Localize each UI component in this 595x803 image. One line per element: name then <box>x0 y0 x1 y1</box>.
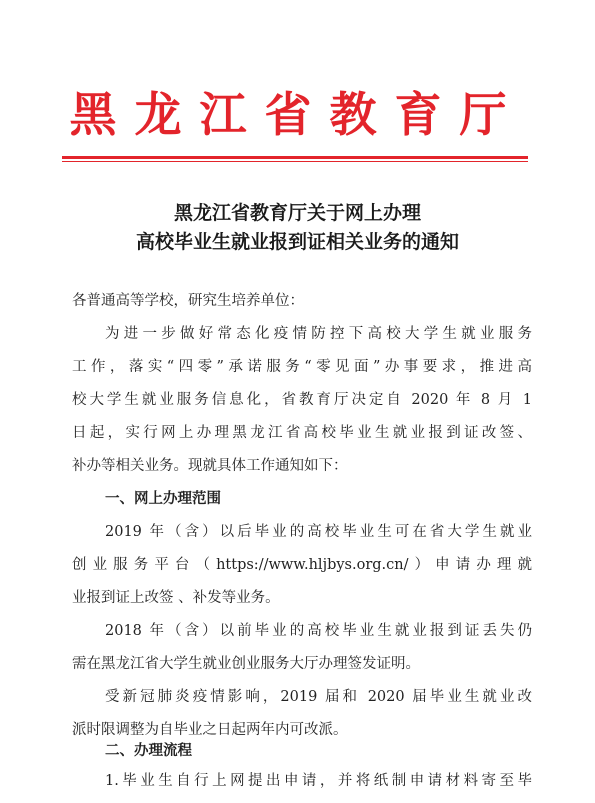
intro-line: 工作，落实“四零”承诺服务“零见面”办事要求，推进高 <box>72 359 532 375</box>
intro-line: 补办等相关业务。现就具体工作通知如下： <box>72 458 348 474</box>
process-item-line: 1.毕业生自行上网提出申请，并将纸制申请材料寄至毕 <box>105 773 532 789</box>
scope-paragraph-line: 2018 年（含）以前毕业的高校毕业生就业报到证丢失仍 <box>105 623 532 639</box>
intro-line: 日起，实行网上办理黑龙江省高校毕业生就业报到证改签、 <box>72 425 532 441</box>
scope-paragraph-line: 创业服务平台（https://www.hljbys.org.cn/）申请办理就 <box>72 557 532 573</box>
letterhead-rule-thick <box>62 156 528 159</box>
section-heading-scope: 一、网上办理范围 <box>105 491 221 507</box>
document-title-line-2: 高校毕业生就业报到证相关业务的通知 <box>135 231 459 253</box>
scope-paragraph-line: 业报到证上改签 、补发等业务。 <box>72 590 280 606</box>
letterhead-rule-thin <box>62 161 528 162</box>
document-title-line-1: 黑龙江省教育厅关于网上办理 <box>173 202 421 224</box>
letterhead-title: 黑龙江省教育厅 <box>69 88 525 143</box>
intro-line: 校大学生就业服务信息化，省教育厅决定自 2020 年 8 月 1 <box>72 392 532 408</box>
salutation: 各普通高等学校，研究生培养单位： <box>72 293 304 309</box>
scope-paragraph-line: 需在黑龙江省大学生就业创业服务大厅办理签发证明。 <box>72 656 420 672</box>
section-heading-process: 二、办理流程 <box>105 743 192 759</box>
scope-paragraph-line: 受新冠肺炎疫情影响，2019 届和 2020 届毕业生就业改 <box>105 689 532 705</box>
intro-line: 为进一步做好常态化疫情防控下高校大学生就业服务 <box>105 326 532 342</box>
scope-paragraph-line: 2019 年（含）以后毕业的高校毕业生可在省大学生就业 <box>105 524 532 540</box>
scope-paragraph-line: 派时限调整为自毕业之日起两年内可改派。 <box>72 722 348 738</box>
